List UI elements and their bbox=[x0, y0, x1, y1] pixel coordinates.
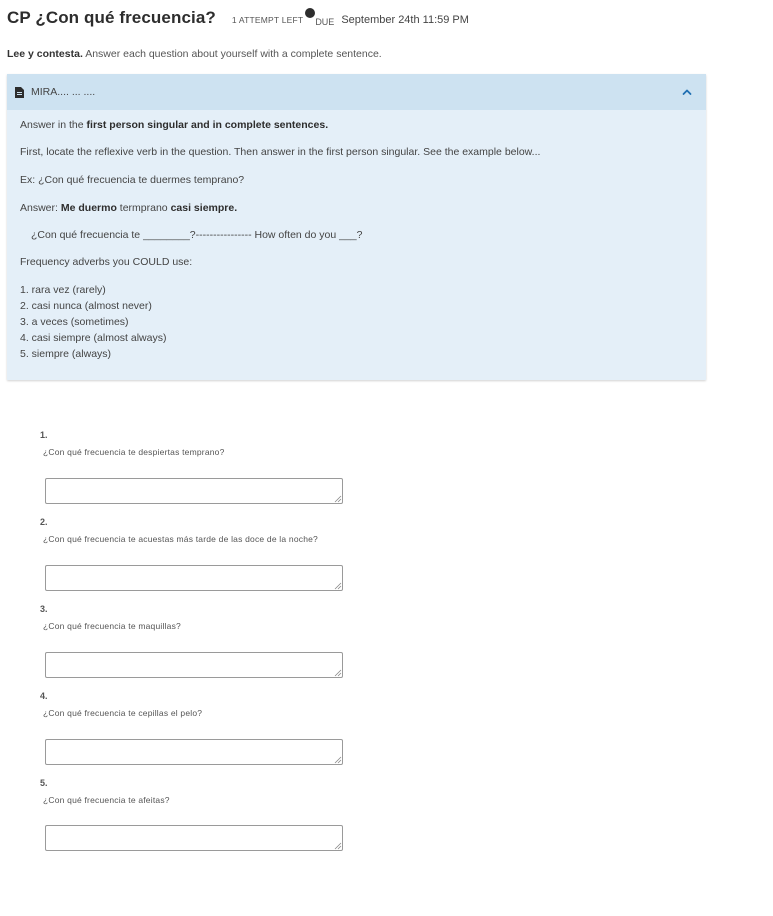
adverb-item: 3. a veces (sometimes) bbox=[20, 316, 129, 328]
instructions bbox=[7, 48, 382, 60]
answer-input-3[interactable] bbox=[45, 652, 343, 678]
instruction-line-1 bbox=[20, 119, 328, 131]
question-number: 4. bbox=[40, 691, 48, 701]
mira-panel bbox=[7, 74, 706, 380]
question-4 bbox=[40, 691, 202, 718]
answer-input-4[interactable] bbox=[45, 739, 343, 765]
instruction-line-1-bold: first person singular and in complete sentences. bbox=[86, 119, 329, 131]
adverb-item: 5. siempre (always) bbox=[20, 348, 112, 360]
question-text: ¿Con qué frecuencia te acuestas más tarde de las doce de la noche? bbox=[43, 534, 318, 544]
question-text: ¿Con qué frecuencia te cepillas el pelo? bbox=[43, 708, 203, 718]
mira-panel-title: MIRA.... ... .... bbox=[31, 86, 96, 98]
question-text: ¿Con qué frecuencia te maquillas? bbox=[43, 621, 181, 631]
question-number: 2. bbox=[40, 517, 48, 527]
adverb-item: 2. casi nunca (almost never) bbox=[20, 300, 152, 312]
instructions-text: Answer each question about yourself with a complete sentence. bbox=[82, 48, 382, 60]
due-clock-icon bbox=[305, 8, 315, 18]
page-title: CP ¿Con qué frecuencia? bbox=[7, 8, 216, 27]
question-number: 5. bbox=[40, 778, 48, 788]
example-line: Ex: ¿Con qué frecuencia te duermes temprano? bbox=[20, 174, 245, 186]
question-number: 1. bbox=[40, 430, 48, 440]
adverb-item: 4. casi siempre (almost always) bbox=[20, 332, 167, 344]
question-3 bbox=[40, 604, 181, 631]
attempts-left-label: 1 ATTEMPT LEFT bbox=[231, 15, 304, 25]
question-number: 3. bbox=[40, 604, 48, 614]
assignment-header bbox=[7, 8, 469, 28]
adverbs-intro: Frequency adverbs you COULD use: bbox=[20, 256, 193, 268]
pattern-line: ¿Con qué frecuencia te ________?---------------- How often do you ___? bbox=[31, 229, 363, 241]
question-2 bbox=[40, 517, 318, 544]
answer-input-2[interactable] bbox=[45, 565, 343, 591]
due-date: September 24th 11:59 PM bbox=[341, 14, 469, 26]
question-5 bbox=[40, 778, 170, 805]
mira-panel-header[interactable] bbox=[7, 74, 706, 110]
adverb-item: 1. rara vez (rarely) bbox=[20, 284, 106, 296]
answer-example-line bbox=[20, 202, 237, 214]
due-label: DUE bbox=[315, 17, 335, 27]
instructions-bold: Lee y contesta. bbox=[7, 48, 83, 60]
answer-input-5[interactable] bbox=[45, 825, 343, 851]
instruction-line-1-text: Answer in the bbox=[20, 119, 87, 131]
question-1 bbox=[40, 430, 225, 457]
answer-example-prefix: Answer: bbox=[20, 202, 61, 214]
answer-example-bold-1: Me duermo bbox=[60, 202, 117, 214]
document-icon bbox=[15, 87, 24, 98]
answer-example-mid: termprano bbox=[116, 202, 171, 214]
question-text: ¿Con qué frecuencia te despiertas temprano? bbox=[43, 447, 225, 457]
chevron-up-icon[interactable] bbox=[682, 87, 692, 97]
answer-input-1[interactable] bbox=[45, 478, 343, 504]
instruction-line-2: First, locate the reflexive verb in the question. Then answer in the first person singular. See the example below... bbox=[20, 146, 541, 158]
question-text: ¿Con qué frecuencia te afeitas? bbox=[43, 795, 170, 805]
answer-example-bold-2: casi siempre. bbox=[170, 202, 238, 214]
